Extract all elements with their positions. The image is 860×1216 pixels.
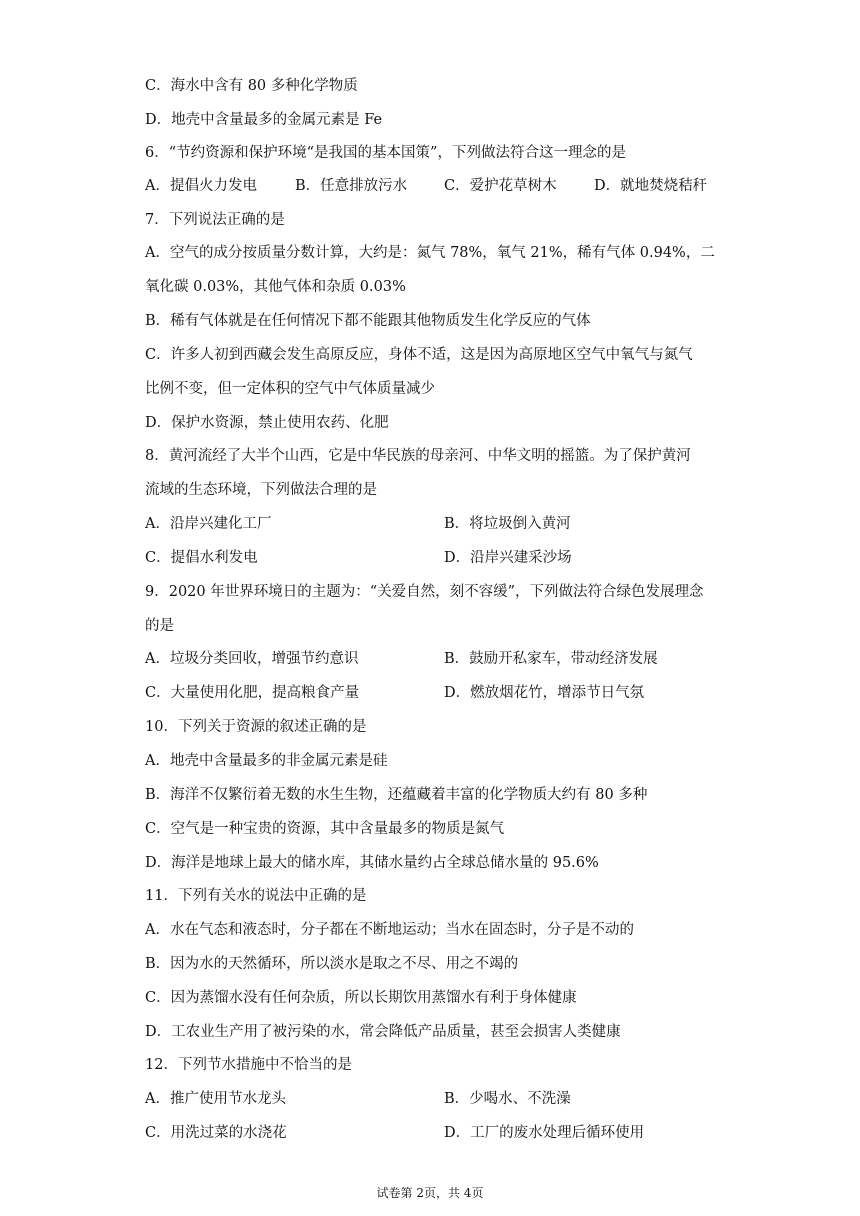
q9-option-a: A．垃圾分类回收，增强节约意识 bbox=[145, 651, 359, 667]
q6-option-d: D．就地焚烧秸秆 bbox=[594, 178, 708, 194]
q6-stem: 6．“节约资源和保护环境“是我国的基本国策”，下列做法符合这一理念的是 bbox=[145, 145, 626, 161]
q7-option-c-line1: C．许多人初到西藏会发生高原反应，身体不适，这是因为高原地区空气中氧气与氮气 bbox=[145, 347, 693, 363]
q10-option-b: B．海洋不仅繁衍着无数的水生生物，还蕴藏着丰富的化学物质大约有 80 多种 bbox=[145, 787, 648, 803]
q8-option-b: B．将垃圾倒入黄河 bbox=[444, 516, 571, 532]
q8-option-d: D．沿岸兴建采沙场 bbox=[444, 550, 572, 566]
q8-stem-line2: 流域的生态环境，下列做法合理的是 bbox=[145, 482, 377, 498]
q9-option-d: D．燃放烟花竹，增添节日气氛 bbox=[444, 685, 645, 701]
q11-stem: 11．下列有关水的说法中正确的是 bbox=[145, 888, 367, 904]
q11-option-b: B．因为水的天然循环，所以淡水是取之不尽、用之不竭的 bbox=[145, 956, 519, 972]
q10-option-d: D．海洋是地球上最大的储水库，其储水量约占全球总储水量的 95.6% bbox=[145, 855, 599, 871]
q6-option-c: C．爱护花草树木 bbox=[444, 178, 557, 194]
q12-option-c: C．用洗过菜的水浇花 bbox=[145, 1125, 287, 1141]
q8-stem-line1: 8．黄河流经了大半个山西，它是中华民族的母亲河、中华文明的摇篮。为了保护黄河 bbox=[145, 448, 691, 464]
q9-stem-line2: 的是 bbox=[145, 618, 174, 634]
q7-stem: 7．下列说法正确的是 bbox=[145, 212, 285, 228]
q12-option-d: D．工厂的废水处理后循环使用 bbox=[444, 1125, 645, 1141]
q12-option-b: B．少喝水、不洗澡 bbox=[444, 1091, 571, 1107]
q11-option-a: A．水在气态和液态时，分子都在不断地运动；当水在固态时，分子是不动的 bbox=[145, 922, 634, 938]
q7-option-a-line1: A．空气的成分按质量分数计算，大约是：氮气 78%，氧气 21%，稀有气体 0.94%，二 bbox=[145, 245, 715, 261]
q5-option-c: C．海水中含有 80 多种化学物质 bbox=[145, 78, 358, 94]
q7-option-b: B．稀有气体就是在任何情况下都不能跟其他物质发生化学反应的气体 bbox=[145, 313, 591, 329]
q9-stem-line1: 9．2020 年世界环境日的主题为：“关爱自然，刻不容缓”，下列做法符合绿色发展理念 bbox=[145, 584, 704, 600]
q7-option-c-line2: 比例不变，但一定体积的空气中气体质量减少 bbox=[145, 381, 435, 397]
q6-option-a: A．提倡火力发电 bbox=[145, 178, 257, 194]
q10-option-c: C．空气是一种宝贵的资源，其中含量最多的物质是氮气 bbox=[145, 821, 505, 837]
page-footer: 试卷第 2页，共 4页 bbox=[376, 1186, 484, 1200]
q10-option-a: A．地壳中含量最多的非金属元素是硅 bbox=[145, 753, 388, 769]
q8-option-a: A．沿岸兴建化工厂 bbox=[145, 516, 272, 532]
q6-option-b: B．任意排放污水 bbox=[295, 178, 408, 194]
q10-stem: 10．下列关于资源的叙述正确的是 bbox=[145, 719, 367, 735]
q9-option-b: B．鼓励开私家车，带动经济发展 bbox=[444, 651, 658, 667]
q12-option-a: A．推广使用节水龙头 bbox=[145, 1091, 286, 1107]
q7-option-d: D．保护水资源，禁止使用农药、化肥 bbox=[145, 415, 389, 431]
q7-option-a-line2: 氧化碳 0.03%，其他气体和杂质 0.03% bbox=[145, 279, 406, 295]
q11-option-c: C．因为蒸馏水没有任何杂质，所以长期饮用蒸馏水有利于身体健康 bbox=[145, 990, 577, 1006]
q12-stem: 12．下列节水措施中不恰当的是 bbox=[145, 1057, 352, 1073]
q8-option-c: C．提倡水利发电 bbox=[145, 550, 258, 566]
q9-option-c: C．大量使用化肥，提高粮食产量 bbox=[145, 685, 360, 701]
q5-option-d: D．地壳中含量最多的金属元素是 Fe bbox=[145, 112, 383, 128]
q11-option-d: D．工农业生产用了被污染的水，常会降低产品质量，甚至会损害人类健康 bbox=[145, 1024, 621, 1040]
